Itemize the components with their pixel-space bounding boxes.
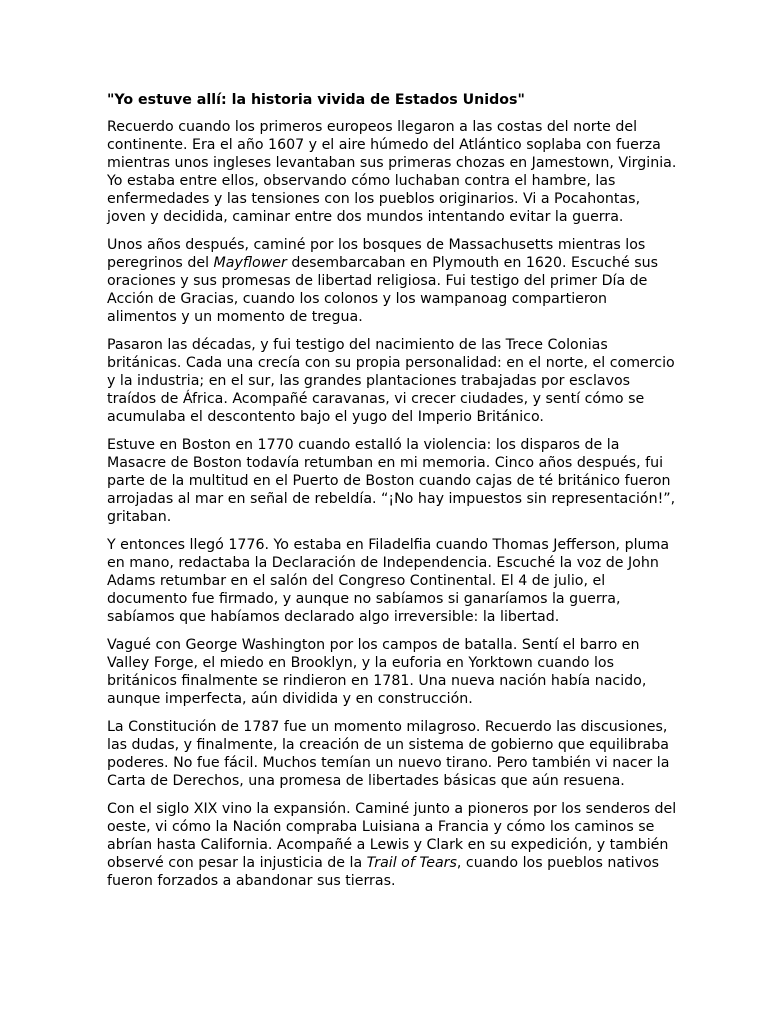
- text-segment: poderes. No fue fácil. Muchos temían un nuevo tirano. Pero también vi nacer la: [107, 755, 670, 771]
- text-segment: joven y decidida, caminar entre dos mundos intentando evitar la guerra.: [107, 209, 624, 225]
- text-line: [107, 490, 676, 508]
- paragraph: [107, 536, 670, 626]
- text-segment: Masacre de Boston todavía retumban en mi memoria. Cinco años después, fui: [107, 455, 664, 471]
- text-segment: , cuando los pueblos nativos: [456, 855, 660, 871]
- text-segment: traídos de África. Acompañé caravanas, vi crecer ciudades, y sentí cómo se: [107, 391, 645, 407]
- document-title: "Yo estuve allí: la historia vivida de Estados Unidos": [107, 92, 525, 108]
- text-line: [107, 754, 670, 772]
- text-segment: enfermedades y las tensiones con los pueblos originarios. Vi a Pocahontas,: [107, 191, 641, 207]
- text-segment: Adams retumbar en el salón del Congreso Continental. El 4 de julio, el: [107, 573, 606, 589]
- text-line: [107, 436, 667, 454]
- paragraph: [107, 436, 676, 526]
- text-line: [107, 454, 667, 472]
- text-line: [107, 554, 667, 572]
- text-segment: Pasaron las décadas, y fui testigo del nacimiento de las Trece Colonias: [107, 337, 608, 353]
- text-segment: documento fue firmado, y aunque no sabíamos si ganaríamos la guerra,: [107, 591, 621, 607]
- text-segment: observé con pesar la injusticia de la: [107, 855, 367, 871]
- text-segment: gritaban.: [107, 509, 172, 525]
- text-line: [107, 254, 667, 272]
- text-line: [107, 354, 675, 372]
- text-line: [107, 236, 667, 254]
- text-segment: acumulaba el descontento bajo el yugo del Imperio Británico.: [107, 409, 544, 425]
- text-line: [107, 336, 667, 354]
- text-line: [107, 636, 667, 654]
- text-segment: fueron forzados a abandonar sus tierras.: [107, 873, 396, 889]
- text-segment: las dudas, y finalmente, la creación de un sistema de gobierno que equilibraba: [107, 737, 669, 753]
- text-line: [107, 118, 667, 136]
- text-segment: Vagué con George Washington por los campos de batalla. Sentí el barro en: [107, 637, 640, 653]
- text-line: [107, 136, 667, 154]
- text-line: [107, 854, 667, 872]
- text-line: [107, 408, 667, 426]
- text-line: [107, 800, 677, 818]
- text-segment: parte de la multitud en el Puerto de Boston cuando cajas de té británico fueron: [107, 473, 671, 489]
- text-segment: Recuerdo cuando los primeros europeos llegaron a las costas del norte del: [107, 119, 638, 135]
- text-segment: alimentos y un momento de tregua.: [107, 309, 363, 325]
- text-segment: La Constitución de 1787 fue un momento milagroso. Recuerdo las discusiones,: [107, 719, 668, 735]
- text-line: [107, 536, 670, 554]
- text-segment: Y entonces llegó 1776. Yo estaba en Filadelfia cuando Thomas Jefferson, pluma: [107, 537, 670, 553]
- text-line: [107, 608, 667, 626]
- document-body: [107, 118, 677, 890]
- text-segment: desembarcaban en Plymouth en 1620. Escuché sus: [286, 255, 658, 271]
- text-line: [107, 718, 667, 736]
- text-segment: Con el siglo XIX vino la expansión. Caminé junto a pioneros por los senderos del: [107, 801, 677, 817]
- text-line: [107, 154, 677, 172]
- text-line: [107, 654, 667, 672]
- text-segment: Valley Forge, el miedo en Brooklyn, y la euforia en Yorktown cuando los: [107, 655, 614, 671]
- text-line: [107, 290, 667, 308]
- text-segment: sabíamos que habíamos declarado algo irreversible: la libertad.: [107, 609, 560, 625]
- paragraph: [107, 236, 667, 326]
- text-line: [107, 390, 667, 408]
- italic-text-segment: Mayflower: [213, 255, 287, 271]
- paragraph: [107, 336, 675, 426]
- text-line: [107, 590, 667, 608]
- text-segment: Estuve en Boston en 1770 cuando estalló la violencia: los disparos de la: [107, 437, 620, 453]
- text-segment: Carta de Derechos, una promesa de libertades básicas que aún resuena.: [107, 773, 625, 789]
- text-segment: aunque imperfecta, aún dividida y en construcción.: [107, 691, 473, 707]
- paragraph: [107, 800, 677, 890]
- text-line: [107, 690, 667, 708]
- text-segment: peregrinos del: [107, 255, 214, 271]
- text-line: [107, 772, 667, 790]
- text-line: [107, 172, 667, 190]
- paragraph: [107, 118, 677, 226]
- text-line: [107, 272, 667, 290]
- text-line: [107, 836, 667, 854]
- text-segment: británicos finalmente se rindieron en 1781. Una nueva nación había nacido,: [107, 673, 647, 689]
- text-segment: arrojadas al mar en señal de rebeldía. “¡No hay impuestos sin representación!”,: [107, 491, 676, 507]
- text-segment: en mano, redactaba la Declaración de Independencia. Escuché la voz de John: [107, 555, 659, 571]
- text-segment: abrían hasta California. Acompañé a Lewis y Clark en su expedición, y también: [107, 837, 669, 853]
- italic-text-segment: Trail of Tears: [366, 855, 457, 871]
- paragraph: [107, 636, 667, 708]
- text-segment: Yo estaba entre ellos, observando cómo luchaban contra el hambre, las: [107, 173, 616, 189]
- text-line: [107, 190, 667, 208]
- text-line: [107, 308, 667, 326]
- text-line: [107, 672, 667, 690]
- text-segment: Acción de Gracias, cuando los colonos y los wampanoag compartieron: [107, 291, 608, 307]
- text-line: [107, 372, 667, 390]
- text-line: [107, 818, 667, 836]
- text-segment: Unos años después, caminé por los bosques de Massachusetts mientras los: [107, 237, 646, 253]
- text-segment: mientras unos ingleses levantaban sus primeras chozas en Jamestown, Virginia.: [107, 155, 677, 171]
- text-line: [107, 872, 667, 890]
- text-segment: y la industria; en el sur, las grandes plantaciones trabajadas por esclavos: [107, 373, 631, 389]
- text-segment: continente. Era el año 1607 y el aire húmedo del Atlántico soplaba con fuerza: [107, 137, 661, 153]
- text-line: [107, 208, 667, 226]
- text-line: [107, 508, 667, 526]
- paragraph: [107, 718, 670, 790]
- text-line: [107, 472, 671, 490]
- text-segment: británicas. Cada una crecía con su propia personalidad: en el norte, el comercio: [107, 355, 675, 371]
- text-segment: oraciones y sus promesas de libertad religiosa. Fui testigo del primer Día de: [107, 273, 648, 289]
- text-line: [107, 736, 667, 754]
- document-page: [107, 90, 677, 900]
- text-line: [107, 572, 667, 590]
- text-segment: oeste, vi cómo la Nación compraba Luisiana a Francia y cómo los caminos se: [107, 819, 655, 835]
